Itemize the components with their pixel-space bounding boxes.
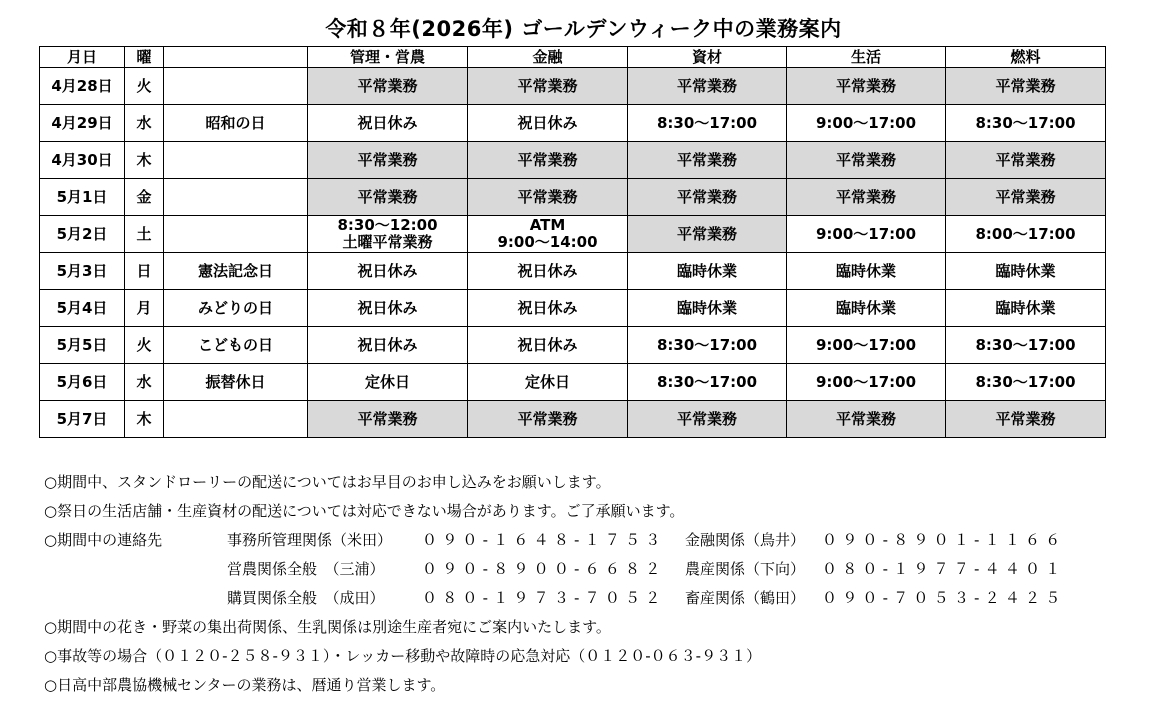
materials-cell [628, 216, 787, 253]
cell-line: 平常業務 [835, 409, 896, 428]
fuel-cell [946, 364, 1106, 401]
cell-line: 平常業務 [995, 76, 1056, 95]
cell-line: 9:00～17:00 [815, 113, 917, 132]
cell-line: 定休日 [524, 372, 570, 391]
management-cell [308, 216, 468, 253]
living-cell [787, 105, 946, 142]
holiday-cell [164, 68, 308, 105]
header-finance: 金融 [468, 47, 628, 68]
cell-line: 平常業務 [676, 76, 737, 95]
date-cell: 5月2日 [40, 216, 125, 253]
date-cell: 5月3日 [40, 253, 125, 290]
cell-line: 臨時休業 [995, 261, 1056, 280]
schedule-table [39, 46, 1106, 438]
cell-line: 8:00～17:00 [975, 224, 1076, 243]
finance-cell [468, 401, 628, 438]
management-cell [308, 253, 468, 290]
cell-line: 祝日休み [357, 261, 418, 280]
fuel-cell [946, 327, 1106, 364]
cell-line: 平常業務 [676, 187, 737, 206]
table-row [40, 253, 1106, 290]
cell-line: 9:00～17:00 [815, 372, 917, 391]
cell-line: 祝日休み [517, 261, 578, 280]
cell-line: 8:30～12:00 [337, 216, 438, 234]
cell-line: 平常業務 [357, 150, 418, 169]
cell-line: 平常業務 [676, 150, 737, 169]
living-cell [787, 364, 946, 401]
table-row [40, 216, 1106, 253]
table-row [40, 401, 1106, 438]
fuel-cell [946, 105, 1106, 142]
holiday-cell [164, 216, 308, 253]
living-cell [787, 216, 946, 253]
contact-number: ０９０-７０５３-２４２５ [822, 589, 1066, 607]
cell-line: 臨時休業 [995, 298, 1056, 317]
management-cell [308, 327, 468, 364]
fuel-cell [946, 179, 1106, 216]
date-cell: 5月7日 [40, 401, 125, 438]
cell-line: 平常業務 [835, 76, 896, 95]
day-of-week-cell: 水 [125, 105, 164, 142]
cell-line: 祝日休み [517, 298, 578, 317]
date-cell: 4月29日 [40, 105, 125, 142]
cell-line: 9:00～17:00 [815, 335, 917, 354]
page-title: 令和８年(2026年) ゴールデンウィーク中の業務案内 [325, 17, 842, 41]
header-dow: 曜 [125, 47, 164, 68]
management-cell [308, 68, 468, 105]
cell-line: 8:30～17:00 [975, 372, 1076, 391]
holiday-cell: みどりの日 [164, 290, 308, 327]
note-emergency: ○事故等の場合（０１２０-２５８-９３１）・レッカー移動や故障時の応急対応（０１２０-０６３-９３１） [44, 647, 762, 665]
fuel-cell [946, 290, 1106, 327]
finance-cell [468, 142, 628, 179]
cell-line: 平常業務 [835, 150, 896, 169]
cell-line: 平常業務 [517, 187, 578, 206]
finance-cell [468, 68, 628, 105]
cell-line: 臨時休業 [835, 298, 896, 317]
materials-cell [628, 105, 787, 142]
cell-line: 平常業務 [995, 150, 1056, 169]
materials-cell [628, 68, 787, 105]
cell-line: 8:30～17:00 [656, 113, 758, 132]
contact-number: ０９０-１６４８-１７５３ [422, 531, 666, 549]
note-store: ○祭日の生活店舗・生産資材の配送については対応できない場合があります。ご了承願います。 [44, 502, 685, 520]
cell-line: 祝日休み [357, 298, 418, 317]
header-living: 生活 [787, 47, 946, 68]
header-materials: 資材 [628, 47, 787, 68]
day-of-week-cell: 木 [125, 401, 164, 438]
management-cell [308, 105, 468, 142]
living-cell [787, 290, 946, 327]
contact-number: ０８０-１９７３-７０５２ [422, 589, 666, 607]
header-holiday [164, 47, 308, 68]
table-row [40, 68, 1106, 105]
finance-cell [468, 179, 628, 216]
finance-cell [468, 327, 628, 364]
cell-line: 土曜平常業務 [342, 233, 433, 251]
day-of-week-cell: 火 [125, 68, 164, 105]
living-cell [787, 253, 946, 290]
living-cell [787, 68, 946, 105]
materials-cell [628, 290, 787, 327]
management-cell [308, 290, 468, 327]
notes [44, 468, 1066, 700]
schedule-body [40, 68, 1106, 438]
contact-name: 営農関係全般 （三浦） [227, 560, 385, 578]
cell-line: 平常業務 [676, 224, 737, 243]
living-cell [787, 327, 946, 364]
materials-cell [628, 179, 787, 216]
holiday-cell: 振替休日 [164, 364, 308, 401]
finance-cell [468, 290, 628, 327]
fuel-cell [946, 68, 1106, 105]
finance-cell [468, 364, 628, 401]
cell-line: 平常業務 [517, 76, 578, 95]
cell-line: 平常業務 [357, 187, 418, 206]
cell-line: 平常業務 [517, 409, 578, 428]
cell-line: 臨時休業 [676, 298, 737, 317]
contact-number: ０９０-８９００-６６８２ [422, 560, 666, 578]
cell-line: 平常業務 [357, 409, 418, 428]
management-cell [308, 401, 468, 438]
cell-line: 平常業務 [517, 150, 578, 169]
table-row [40, 179, 1106, 216]
cell-line: 8:30～17:00 [975, 335, 1076, 354]
materials-cell [628, 327, 787, 364]
contacts-block [44, 526, 1066, 613]
management-cell [308, 364, 468, 401]
fuel-cell [946, 253, 1106, 290]
cell-line: 臨時休業 [676, 261, 737, 280]
header-fuel: 燃料 [946, 47, 1106, 68]
materials-cell [628, 364, 787, 401]
holiday-cell: 昭和の日 [164, 105, 308, 142]
day-of-week-cell: 月 [125, 290, 164, 327]
cell-line: 9:00～17:00 [815, 224, 917, 243]
day-of-week-cell: 日 [125, 253, 164, 290]
contact-name: 金融関係（鳥井） [685, 531, 806, 549]
table-row [40, 364, 1106, 401]
header-row [40, 47, 1106, 68]
fuel-cell [946, 142, 1106, 179]
cell-line: 祝日休み [517, 113, 578, 132]
cell-line: 祝日休み [357, 113, 418, 132]
living-cell [787, 142, 946, 179]
date-cell: 5月4日 [40, 290, 125, 327]
contact-name: 購買関係全般 （成田） [227, 589, 385, 607]
cell-line: 平常業務 [357, 76, 418, 95]
contact-name: 農産関係（下向） [685, 560, 806, 578]
header-date: 月日 [40, 47, 125, 68]
date-cell: 5月1日 [40, 179, 125, 216]
living-cell [787, 179, 946, 216]
fuel-cell [946, 401, 1106, 438]
materials-cell [628, 253, 787, 290]
finance-cell [468, 253, 628, 290]
cell-line: ATM [529, 216, 566, 234]
holiday-cell [164, 401, 308, 438]
note-machine-center: ○日高中部農協機械センターの業務は、暦通り営業します。 [44, 676, 446, 694]
materials-cell [628, 401, 787, 438]
cell-line: 定休日 [364, 372, 410, 391]
contact-name: 畜産関係（鶴田） [685, 589, 806, 607]
cell-line: 8:30～17:00 [656, 372, 758, 391]
day-of-week-cell: 金 [125, 179, 164, 216]
fuel-cell [946, 216, 1106, 253]
table-row [40, 290, 1106, 327]
management-cell [308, 179, 468, 216]
materials-cell [628, 142, 787, 179]
cell-line: 臨時休業 [835, 261, 896, 280]
day-of-week-cell: 水 [125, 364, 164, 401]
day-of-week-cell: 土 [125, 216, 164, 253]
living-cell [787, 401, 946, 438]
note-delivery: ○期間中、スタンドローリーの配送についてはお早目のお申し込みをお願いします。 [44, 473, 611, 491]
holiday-cell: こどもの日 [164, 327, 308, 364]
cell-line: 9:00～14:00 [497, 233, 598, 251]
cell-line: 祝日休み [357, 335, 418, 354]
cell-line: 平常業務 [995, 187, 1056, 206]
contact-number: ０９０-８９０１-１１６６ [822, 531, 1066, 549]
day-of-week-cell: 火 [125, 327, 164, 364]
holiday-cell: 憲法記念日 [164, 253, 308, 290]
holiday-cell [164, 179, 308, 216]
contacts-label: ○期間中の連絡先 [44, 531, 163, 549]
day-of-week-cell: 木 [125, 142, 164, 179]
date-cell: 4月30日 [40, 142, 125, 179]
contact-name: 事務所管理関係（米田） [227, 531, 393, 549]
finance-cell [468, 216, 628, 253]
management-cell [308, 142, 468, 179]
table-row [40, 142, 1106, 179]
cell-line: 平常業務 [835, 187, 896, 206]
finance-cell [468, 105, 628, 142]
table-row [40, 105, 1106, 142]
contact-number: ０８０-１９７７-４４０１ [822, 560, 1066, 578]
holiday-cell [164, 142, 308, 179]
cell-line: 平常業務 [995, 409, 1056, 428]
cell-line: 祝日休み [517, 335, 578, 354]
table-row [40, 327, 1106, 364]
date-cell: 4月28日 [40, 68, 125, 105]
header-management: 管理・営農 [308, 47, 468, 68]
date-cell: 5月6日 [40, 364, 125, 401]
note-produce: ○期間中の花き・野菜の集出荷関係、生乳関係は別途生産者宛にご案内いたします。 [44, 618, 611, 636]
cell-line: 8:30～17:00 [975, 113, 1076, 132]
cell-line: 8:30～17:00 [656, 335, 758, 354]
date-cell: 5月5日 [40, 327, 125, 364]
cell-line: 平常業務 [676, 409, 737, 428]
